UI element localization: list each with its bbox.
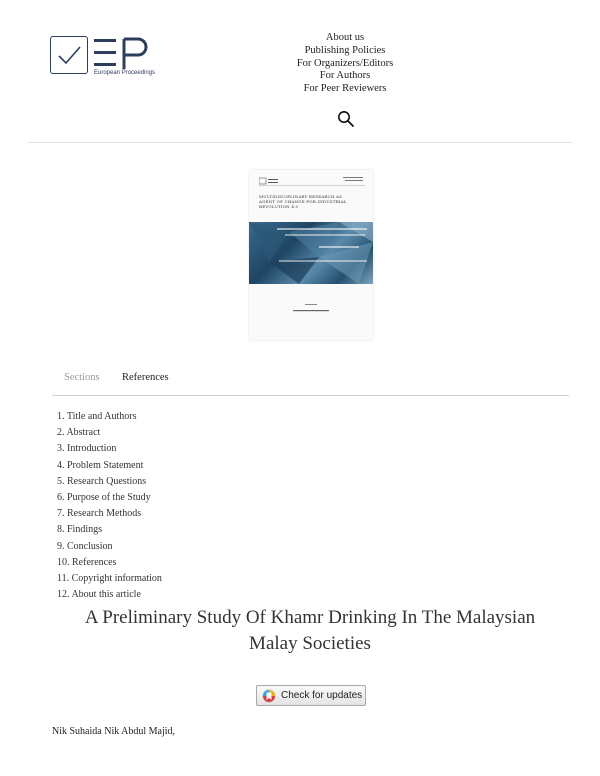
tab-references[interactable]: References <box>122 372 169 383</box>
toc-item[interactable]: 6. Purpose of the Study <box>57 492 151 504</box>
nav-about-us[interactable]: About us <box>325 32 365 43</box>
check-for-updates-button[interactable] <box>256 685 366 706</box>
toc-item[interactable]: 2. Abstract <box>57 427 101 439</box>
logo-subtitle: European Proceedings <box>94 70 156 76</box>
search-icon[interactable] <box>337 110 355 128</box>
nav-for-organizers-editors[interactable]: For Organizers/Editors <box>296 57 394 69</box>
toc-item[interactable]: 1. Title and Authors <box>57 411 137 422</box>
cover-editor-lines <box>249 300 373 320</box>
toc-item[interactable]: 5. Research Questions <box>57 475 147 487</box>
cover-graphic <box>249 222 373 284</box>
toc-item[interactable]: 12. About this article <box>57 589 141 601</box>
header-divider <box>28 142 572 143</box>
book-cover-image <box>249 170 373 340</box>
toc-item[interactable]: 4. Problem Statement <box>57 459 144 471</box>
toc-item[interactable]: 11. Copyright information <box>57 573 162 585</box>
toc-item[interactable]: 8. Findings <box>57 524 103 536</box>
main-navigation <box>260 32 430 96</box>
article-authors[interactable]: Nik Suhaida Nik Abdul Majid, <box>52 726 176 737</box>
toc-item[interactable]: 3. Introduction <box>57 443 117 455</box>
toc-item[interactable]: 9. Conclusion <box>57 540 113 552</box>
nav-for-peer-reviewers[interactable]: For Peer Reviewers <box>303 83 387 95</box>
nav-publishing-policies[interactable]: Publishing Policies <box>304 44 386 56</box>
site-logo[interactable] <box>50 36 154 80</box>
tab-sections[interactable]: Sections <box>64 372 100 383</box>
checkmark-logo-icon <box>50 36 88 74</box>
article-title: A Preliminary Study Of Khamr Drinking In The Malaysian Malay Societies <box>84 607 536 654</box>
toc-item[interactable]: 7. Research Methods <box>57 508 142 520</box>
cover-title: MULTIDISCIPLINARY RESEARCH AS AGENT OF CHANGE FOR INDUSTRIAL REVOLUTION 4.0 <box>259 194 347 209</box>
toc-item[interactable]: 10. References <box>57 556 117 568</box>
cover-header-icon <box>259 176 365 186</box>
check-for-updates-label: Check for updates <box>281 690 363 701</box>
ep-logo-icon <box>94 36 152 70</box>
table-of-contents <box>57 409 162 603</box>
tabs-divider <box>52 395 569 396</box>
crossmark-icon <box>262 689 276 703</box>
nav-for-authors[interactable]: For Authors <box>319 70 371 82</box>
